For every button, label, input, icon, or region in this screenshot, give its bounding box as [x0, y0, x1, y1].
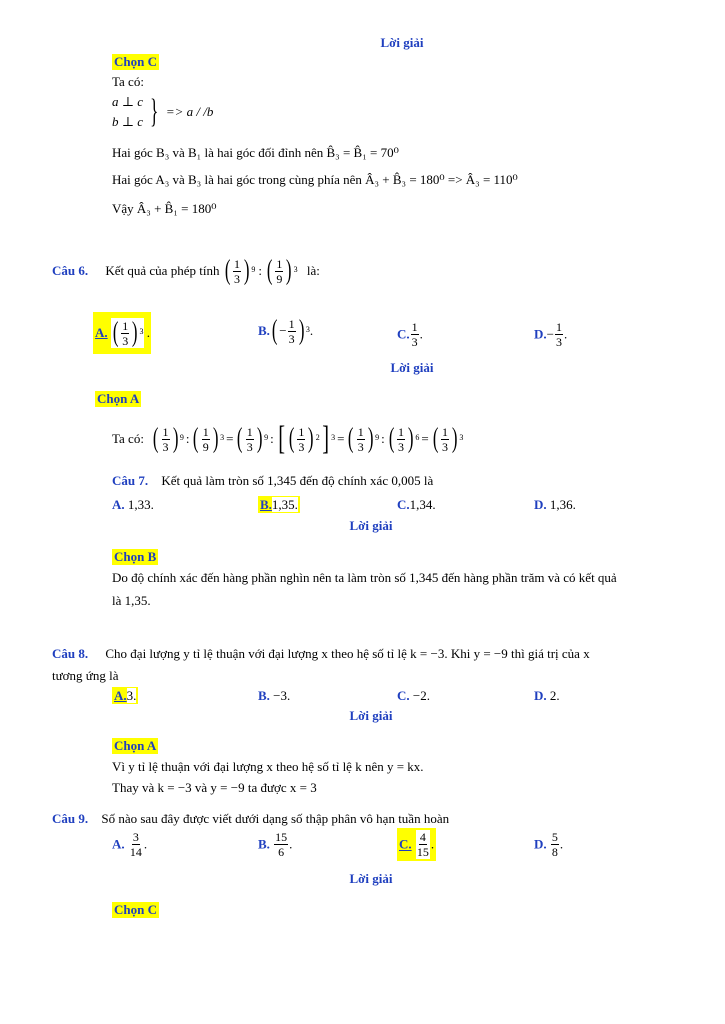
solution-7-line-1: Do độ chính xác đến hàng phần nghìn nên ta làm tròn số 1,345 đến hàng phần trăm và có kết quả: [112, 570, 617, 585]
question-8: [52, 646, 590, 662]
question-text: Kết quả của phép tính: [105, 263, 220, 278]
question-label: Câu 9.: [52, 811, 89, 826]
option-label: D.: [534, 326, 547, 342]
solution-heading-6: Lời giải: [390, 360, 434, 375]
system-line-1: a ⊥ c: [112, 94, 143, 109]
solution-6: [112, 422, 463, 456]
system-result: => a / /b: [165, 104, 214, 119]
solution-line-5-3: Vậy Â₃ + B̂₁ = 180⁰: [112, 201, 217, 216]
option-d-6[interactable]: D.− $\frac{1}{3}$ .: [534, 320, 568, 349]
question-text: Cho đại lượng y tỉ lệ thuận với đại lượng x theo hệ số tỉ lệ k = −3. Khi y = −9 thì giá trị của x: [105, 646, 590, 661]
question-8-cont: tương ứng là: [52, 668, 119, 683]
answer-choice-8: Chọn A: [114, 738, 157, 753]
option-label: A.: [95, 325, 108, 340]
solution-intro-5: Ta có:: [112, 74, 144, 89]
solution-system-5: [112, 92, 213, 132]
answer-choice-6: Chọn A: [97, 391, 140, 406]
option-b-9[interactable]: B. $\frac{15}{6}$ .: [258, 830, 293, 859]
solution-line-5-2: Hai góc A₃ và B₃ là hai góc trong cùng phía nên Â₃ + B̂₃ = 180⁰ => Â₃ = 110⁰: [112, 172, 518, 187]
solution-8-line-1: Vì y tỉ lệ thuận với đại lượng x theo hệ số tỉ lệ k nên y = kx.: [112, 759, 424, 774]
option-a-6[interactable]: A. ( 1 3 ) $^3$ .: [93, 312, 151, 354]
solution-heading-9: Lời giải: [349, 871, 393, 886]
answer-choice-5: Chọn C: [114, 54, 157, 69]
question-text: Số nào sau đây được viết dưới dạng số thập phân vô hạn tuần hoàn: [101, 811, 450, 826]
option-d-7[interactable]: D. 1,36.: [534, 497, 576, 512]
option-d-8[interactable]: D. 2.: [534, 688, 560, 703]
question-label: Câu 6.: [52, 263, 89, 278]
solution-heading-5: Lời giải: [380, 35, 424, 50]
question-text: Kết quả làm tròn số 1,345 đến độ chính xác 0,005 là: [161, 473, 434, 488]
option-d-9[interactable]: D. $\frac{5}{8}$ .: [534, 830, 564, 859]
system-line-2: b ⊥ c: [112, 114, 143, 129]
option-c-6[interactable]: C. $\frac{1}{3}$ .: [397, 320, 423, 349]
option-c-8[interactable]: C. −2.: [397, 688, 430, 703]
question-7: [112, 473, 433, 489]
question-6: [52, 256, 320, 286]
option-c-9[interactable]: C. $\frac{4}{15}$ .: [399, 830, 435, 859]
option-a-8[interactable]: A.3.: [114, 688, 137, 703]
question-9: [52, 811, 449, 827]
math-expression: ( 1 3 ) $^9$ : ( 1 9 ) $^3$: [224, 255, 298, 286]
option-b-8[interactable]: B. −3.: [258, 688, 291, 703]
option-c-7[interactable]: C.1,34.: [397, 497, 436, 512]
question-tail: là:: [306, 263, 320, 278]
system-lines: [112, 92, 143, 132]
option-label: C.: [397, 326, 410, 342]
solution-8-line-2: Thay và k = −3 và y = −9 ta được x = 3: [112, 780, 317, 795]
answer-choice-7: Chọn B: [114, 549, 157, 564]
question-label: Câu 7.: [112, 473, 149, 488]
option-b-7[interactable]: B.1,35.: [260, 497, 298, 512]
option-a-7[interactable]: A. 1,33.: [112, 497, 154, 512]
option-a-9[interactable]: A. $\frac{3}{14}$ .: [112, 830, 148, 859]
answer-choice-9: Chọn C: [114, 902, 157, 917]
solution-7-line-2: là 1,35.: [112, 593, 151, 608]
option-b-6[interactable]: B. ( − $\frac{1}{3}$ ) $^3$ .: [258, 315, 314, 346]
solution-math-6: ( 1 3 ) $^9$ : ( 1 9 ) $^3$ = ( 1 3 ) $^9$ : [ ( 1 3 ) $^2$ ] $^3$ = ( 1 3 ) $^9$ : ( 1 3 ) $^6$ = ( 1 3 ) $^3$: [153, 420, 464, 457]
option-label: B.: [258, 323, 270, 338]
question-label: Câu 8.: [52, 646, 89, 661]
solution-heading-8: Lời giải: [349, 708, 393, 723]
solution-heading-7: Lời giải: [349, 518, 393, 533]
solution-line-5-1: Hai góc B₃ và B₁ là hai góc đối đỉnh nên B̂₃ = B̂₁ = 70⁰: [112, 145, 399, 160]
system-brace: }: [150, 93, 159, 130]
solution-intro-6: Ta có:: [112, 431, 144, 446]
